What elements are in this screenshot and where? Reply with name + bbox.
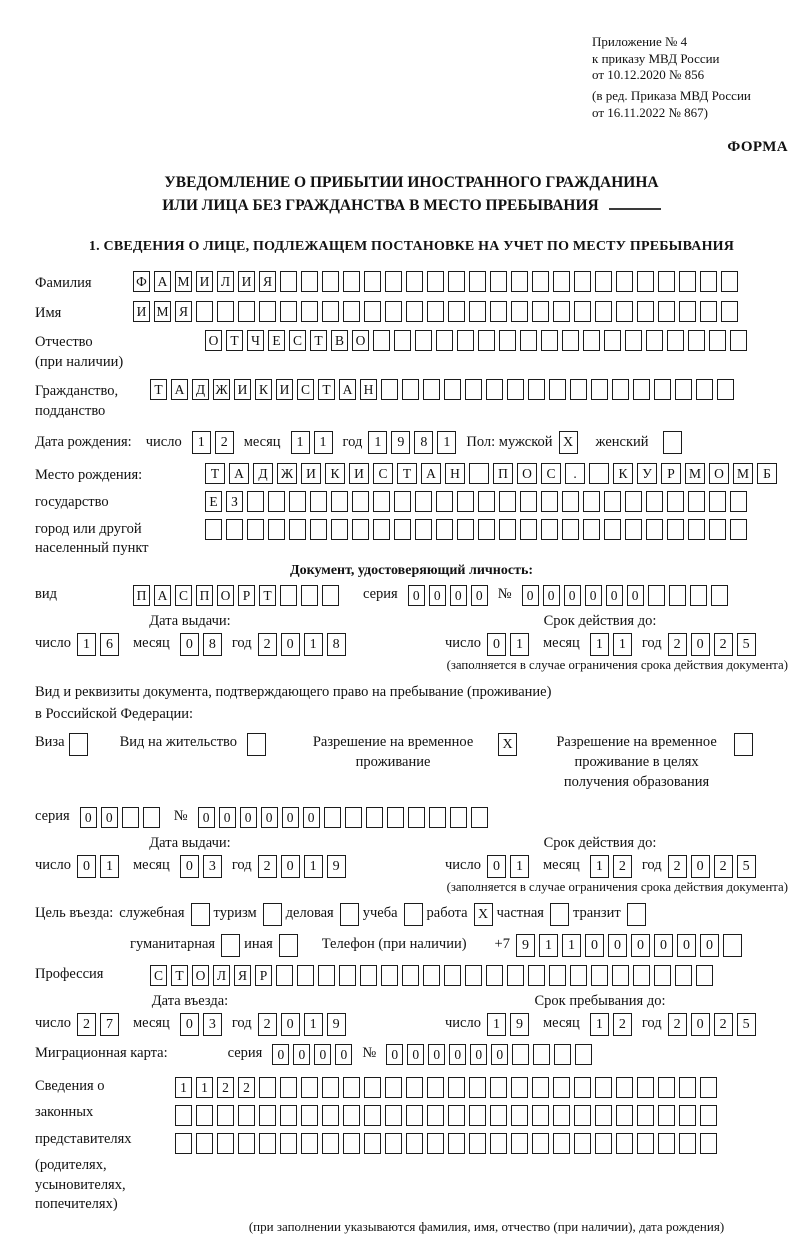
month-label: месяц — [542, 857, 580, 874]
birth-month-input[interactable]: 1 1 — [291, 431, 337, 454]
name-row — [35, 301, 788, 324]
month-label: месяц — [132, 857, 170, 874]
patronymic-input[interactable]: О Т Ч Е С Т В О — [205, 330, 751, 351]
day-label: число — [35, 857, 71, 874]
day-label: число — [445, 635, 481, 652]
purpose-row — [35, 903, 788, 926]
guardians-note: (при заполнении указываются фамилия, имя, отчество (при наличии), дата рождения) — [248, 1218, 725, 1234]
purpose-tourism-checkbox[interactable] — [263, 903, 286, 926]
issue-date-heading: Дата выдачи: — [149, 834, 231, 851]
residence-permit-label: Вид на жительство — [119, 733, 238, 750]
year-label: год — [641, 857, 662, 874]
expiry-day-input[interactable]: 0 1 — [487, 633, 533, 656]
year-label: год — [342, 434, 363, 451]
annex-block — [592, 34, 788, 121]
entry-year-input[interactable]: 2 0 1 9 — [258, 1013, 350, 1036]
birthplace-sublabel-state: государство — [35, 494, 109, 510]
year-label: год — [231, 857, 252, 874]
guardians-label-5: усыновителях, — [35, 1176, 126, 1193]
issue-month-input[interactable]: 0 8 — [180, 633, 226, 656]
day-label: число — [445, 857, 481, 874]
phone-label: Телефон (при наличии) — [321, 936, 467, 953]
number-label: № — [173, 808, 188, 825]
purpose-private-checkbox[interactable] — [550, 903, 573, 926]
patronymic-label: Отчество — [35, 334, 93, 351]
migration-card-label: Миграционная карта: — [35, 1045, 168, 1062]
birthplace-row — [35, 463, 788, 558]
purpose-humanitarian-label: гуманитарная — [130, 936, 216, 953]
residence-permit-option — [120, 732, 270, 756]
guardians-label-3: представителях — [35, 1130, 132, 1147]
purpose-private-label: частная — [496, 905, 544, 922]
citizenship-row — [35, 379, 788, 421]
year-label: год — [231, 1015, 252, 1032]
doc-number-input[interactable]: 0 0 0 0 0 0 — [522, 585, 732, 606]
birthplace-sublabel-settlement: населенный пункт — [35, 540, 149, 557]
guardians-label: Сведения о — [35, 1077, 105, 1094]
entry-stay-dates — [35, 993, 788, 1036]
residence-issue-day-input[interactable]: 0 1 — [77, 855, 123, 878]
title-underline — [609, 196, 661, 210]
title-line-2: ИЛИ ЛИЦА БЕЗ ГРАЖДАНСТВА В МЕСТО ПРЕБЫВАНИЯ — [35, 195, 788, 217]
month-label: месяц — [132, 1015, 170, 1032]
stay-year-input[interactable]: 2 0 2 5 — [668, 1013, 760, 1036]
sex-female-label: женский — [595, 434, 649, 451]
stay-month-input[interactable]: 1 2 — [590, 1013, 636, 1036]
day-label: число — [145, 434, 182, 451]
forma-label: ФОРМА — [727, 139, 788, 156]
amendment-line: от 16.11.2022 № 867) — [592, 104, 709, 120]
residence-series-row — [35, 807, 788, 828]
residence-doc-intro — [35, 681, 788, 726]
residence-expiry-year-input[interactable]: 2 0 2 5 — [668, 855, 760, 878]
birthdate-row — [35, 431, 788, 454]
doc-series-input[interactable]: 0 0 0 0 — [408, 585, 492, 606]
name-label: Имя — [35, 304, 62, 321]
title-line-1: УВЕДОМЛЕНИЕ О ПРИБЫТИИ ИНОСТРАННОГО ГРАЖДАНИНА — [164, 174, 659, 192]
birthplace-sublabel-city: город или другой — [35, 520, 142, 537]
residence-intro-line-2: в Российской Федерации: — [35, 706, 194, 723]
expiry-date-heading: Срок действия до: — [543, 834, 657, 851]
residence-issue-month-input[interactable]: 0 3 — [180, 855, 226, 878]
guardians-row — [35, 1074, 788, 1215]
citizenship-label-2: подданство — [35, 402, 106, 419]
purpose-work-label: работа — [426, 905, 468, 922]
series-label: серия — [35, 808, 70, 825]
day-label: число — [445, 1015, 481, 1032]
residence-doc-dates — [35, 835, 788, 878]
series-label: серия — [227, 1045, 263, 1062]
birthdate-label: Дата рождения: — [35, 434, 132, 451]
purpose-official-label: служебная — [119, 905, 185, 922]
edu-permit-option — [549, 732, 757, 793]
birth-day-input[interactable]: 1 2 — [192, 431, 238, 454]
year-label: год — [641, 1015, 662, 1032]
identity-doc-dates — [35, 613, 788, 656]
doc-type-input[interactable]: П А С П О Р Т — [133, 585, 343, 606]
migration-series-input[interactable]: 0 0 0 0 — [272, 1044, 356, 1065]
section-1-heading: 1. СВЕДЕНИЯ О ЛИЦЕ, ПОДЛЕЖАЩЕМ ПОСТАНОВКЕ НА УЧЕТ ПО МЕСТУ ПРЕБЫВАНИЯ — [88, 239, 735, 255]
series-label: серия — [363, 586, 398, 603]
residence-expiry-month-input[interactable]: 1 2 — [590, 855, 636, 878]
purpose-other-checkbox[interactable] — [279, 934, 302, 957]
month-label: месяц — [132, 635, 170, 652]
purpose-work-checkbox[interactable]: X — [474, 903, 497, 926]
profession-row — [35, 965, 788, 986]
guardians-label-2: законных — [35, 1104, 94, 1121]
residence-expiry-note: (заполняется в случае ограничения срока действия документа) — [446, 879, 788, 894]
patronymic-note: (при наличии) — [35, 353, 124, 370]
birth-year-input[interactable]: 1 9 8 1 — [368, 431, 460, 454]
visa-checkbox[interactable] — [69, 733, 92, 756]
sex-male-checkbox[interactable]: X — [559, 431, 582, 454]
temp-permit-checkbox[interactable]: X — [498, 733, 521, 756]
purpose-label: Цель въезда: — [35, 905, 114, 922]
residence-issue-year-input[interactable]: 2 0 1 9 — [258, 855, 350, 878]
visa-option — [35, 732, 92, 756]
temp-permit-label: Разрешение на временное проживание — [312, 733, 474, 770]
stay-day-input[interactable]: 1 9 — [487, 1013, 533, 1036]
purpose-study-checkbox[interactable] — [404, 903, 427, 926]
profession-label: Профессия — [35, 966, 104, 983]
residence-number-input[interactable]: 0 0 0 0 0 0 — [198, 807, 492, 828]
month-label: месяц — [542, 635, 580, 652]
residence-doc-options — [35, 732, 788, 793]
issue-year-input[interactable]: 2 0 1 8 — [258, 633, 350, 656]
annex-line: от 10.12.2020 № 856 — [592, 67, 705, 83]
identity-doc-heading: Документ, удостоверяющий личность: — [289, 562, 534, 578]
edu-permit-checkbox[interactable] — [734, 733, 757, 756]
guardians-line-3-input[interactable] — [175, 1133, 721, 1154]
migration-number-input[interactable]: 0 0 0 0 0 0 — [386, 1044, 596, 1065]
number-label: № — [497, 586, 512, 603]
residence-intro-line-1: Вид и реквизиты документа, подтверждающего право на пребывание (проживание) — [35, 683, 552, 700]
purpose-other-label: иная — [244, 936, 273, 953]
month-label: месяц — [542, 1015, 580, 1032]
purpose-business-checkbox[interactable] — [340, 903, 363, 926]
birthplace-line-2-input[interactable]: Е З — [205, 491, 781, 512]
entry-month-input[interactable]: 0 3 — [180, 1013, 226, 1036]
birthplace-label: Место рождения: — [35, 467, 143, 484]
year-label: год — [641, 635, 662, 652]
purpose-tourism-label: туризм — [213, 905, 257, 922]
year-label: год — [231, 635, 252, 652]
day-label: число — [35, 635, 71, 652]
residence-expiry-day-input[interactable]: 0 1 — [487, 855, 533, 878]
expiry-year-input[interactable]: 2 0 2 5 — [668, 633, 760, 656]
guardians-line-2-input[interactable] — [175, 1105, 721, 1126]
purpose-study-label: учеба — [362, 905, 398, 922]
document-title — [35, 172, 788, 217]
citizenship-label: Гражданство, — [35, 383, 119, 400]
residence-series-input[interactable]: 0 0 — [80, 807, 164, 828]
birthplace-line-1-input[interactable]: Т А Д Ж И К И С Т А Н П О С . К У Р М О М Б — [205, 463, 781, 484]
purpose-transit-label: транзит — [572, 905, 621, 922]
identity-expiry-note: (заполняется в случае ограничения срока действия документа) — [446, 657, 788, 672]
phone-prefix: +7 — [494, 936, 510, 953]
expiry-month-input[interactable]: 1 1 — [590, 633, 636, 656]
temp-permit-option — [298, 732, 521, 773]
name-input[interactable]: И М Я — [133, 301, 742, 322]
annex-line: к приказу МВД России — [592, 50, 720, 66]
expiry-date-heading: Срок действия до: — [543, 612, 657, 629]
sex-label: Пол: мужской — [466, 434, 553, 451]
visa-label: Виза — [35, 733, 65, 750]
patronymic-row — [35, 330, 788, 372]
stay-until-heading: Срок пребывания до: — [534, 992, 666, 1009]
entry-day-input[interactable]: 2 7 — [77, 1013, 123, 1036]
annex-line: Приложение № 4 — [592, 34, 688, 49]
birthplace-line-3-input[interactable] — [205, 519, 781, 540]
purpose-business-label: деловая — [285, 905, 334, 922]
surname-label: Фамилия — [35, 275, 92, 292]
purpose-row-2 — [35, 934, 788, 957]
purpose-humanitarian-checkbox[interactable] — [221, 934, 244, 957]
issue-day-input[interactable]: 1 6 — [77, 633, 123, 656]
purpose-official-checkbox[interactable] — [191, 903, 214, 926]
amendment-line: (в ред. Приказа МВД России — [592, 87, 751, 103]
edu-permit-label: Разрешение на временное проживание в целях получения образования — [556, 733, 717, 791]
guardians-label-6: попечителях) — [35, 1196, 118, 1213]
day-label: число — [35, 1015, 71, 1032]
surname-row — [35, 271, 788, 294]
entry-date-heading: Дата въезда: — [151, 992, 229, 1009]
number-label: № — [362, 1045, 377, 1062]
doc-type-label: вид — [35, 586, 57, 603]
guardians-line-1-input[interactable]: 1 1 2 2 — [175, 1077, 721, 1098]
phone-input[interactable]: 9 1 1 0 0 0 0 0 0 — [516, 934, 746, 957]
profession-input[interactable]: С Т О Л Я Р — [150, 965, 717, 986]
month-label: месяц — [243, 434, 281, 451]
residence-permit-checkbox[interactable] — [247, 733, 270, 756]
identity-doc-type-row — [35, 585, 788, 606]
surname-input[interactable]: Ф А М И Л И Я — [133, 271, 742, 292]
sex-female-checkbox[interactable] — [663, 431, 686, 454]
purpose-transit-checkbox[interactable] — [627, 903, 650, 926]
citizenship-input[interactable]: Т А Д Ж И К И С Т А Н — [150, 379, 738, 400]
migration-card-row — [35, 1044, 788, 1065]
guardians-label-4: (родителях, — [35, 1157, 107, 1174]
issue-date-heading: Дата выдачи: — [149, 612, 231, 629]
